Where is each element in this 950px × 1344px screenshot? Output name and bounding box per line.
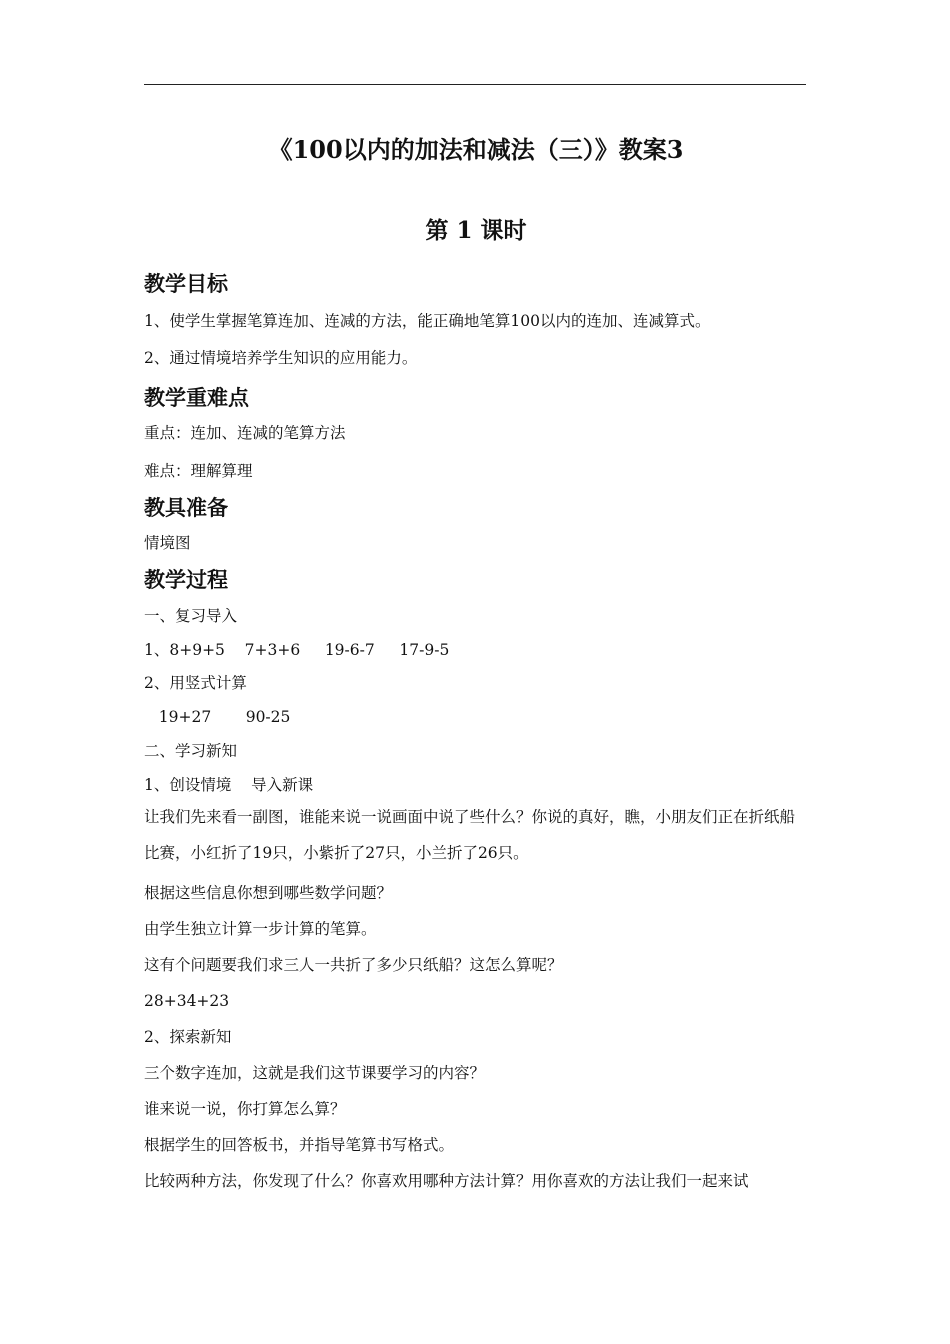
process-line: 谁来说一说，你打算怎么算？ bbox=[144, 1100, 346, 1118]
process-line: 三个数字连加，这就是我们这节课要学习的内容？ bbox=[144, 1064, 486, 1082]
process-line: 根据学生的回答板书，并指导笔算书写格式。 bbox=[144, 1136, 455, 1154]
process-line: 2、探索新知 bbox=[144, 1028, 232, 1046]
process-line: 由学生独立计算一步计算的笔算。 bbox=[144, 920, 377, 938]
process-line: 比较两种方法，你发现了什么？你喜欢用哪种方法计算？用你喜欢的方法让我们一起来试 bbox=[144, 1172, 749, 1190]
heading-process: 教学过程 bbox=[144, 568, 228, 592]
process-line: 19+27 90-25 bbox=[144, 708, 291, 726]
process-line: 1、8+9+5 7+3+6 19-6-7 17-9-5 bbox=[144, 641, 450, 659]
heading-materials: 教具准备 bbox=[144, 496, 228, 520]
heading-goals: 教学目标 bbox=[144, 272, 228, 296]
process-line: 1、创设情境 导入新课 bbox=[144, 776, 314, 794]
key-point-item: 重点：连加、连减的笔算方法 bbox=[144, 424, 346, 442]
process-paragraph: 让我们先来看一副图，谁能来说一说画面中说了些什么？你说的真好，瞧，小朋友们正在折纸船比赛，小红折了19只，小紫折了27只，小兰折了26只。 bbox=[144, 808, 796, 862]
process-line: 一、复习导入 bbox=[144, 607, 238, 625]
key-point-item: 难点：理解算理 bbox=[144, 462, 253, 480]
material-item: 情境图 bbox=[144, 534, 191, 552]
goal-item: 1、使学生掌握笔算连加、连减的方法，能正确地笔算100以内的连加、连减算式。 bbox=[144, 312, 711, 330]
process-line: 28+34+23 bbox=[144, 992, 230, 1010]
document-body bbox=[144, 118, 808, 1191]
heading-key-points: 教学重难点 bbox=[144, 386, 249, 410]
process-line: 二、学习新知 bbox=[144, 742, 238, 760]
goal-item: 2、通过情境培养学生知识的应用能力。 bbox=[144, 349, 418, 367]
lesson-number: 第 1 课时 bbox=[425, 217, 527, 244]
process-line: 2、用竖式计算 bbox=[144, 674, 247, 692]
process-line: 这有个问题要我们求三人一共折了多少只纸船？这怎么算呢？ bbox=[144, 956, 563, 974]
process-line: 根据这些信息你想到哪些数学问题？ bbox=[144, 884, 393, 902]
header-rule bbox=[144, 84, 806, 85]
document-title: 《100以内的加法和减法（三）》教案3 bbox=[268, 135, 684, 164]
